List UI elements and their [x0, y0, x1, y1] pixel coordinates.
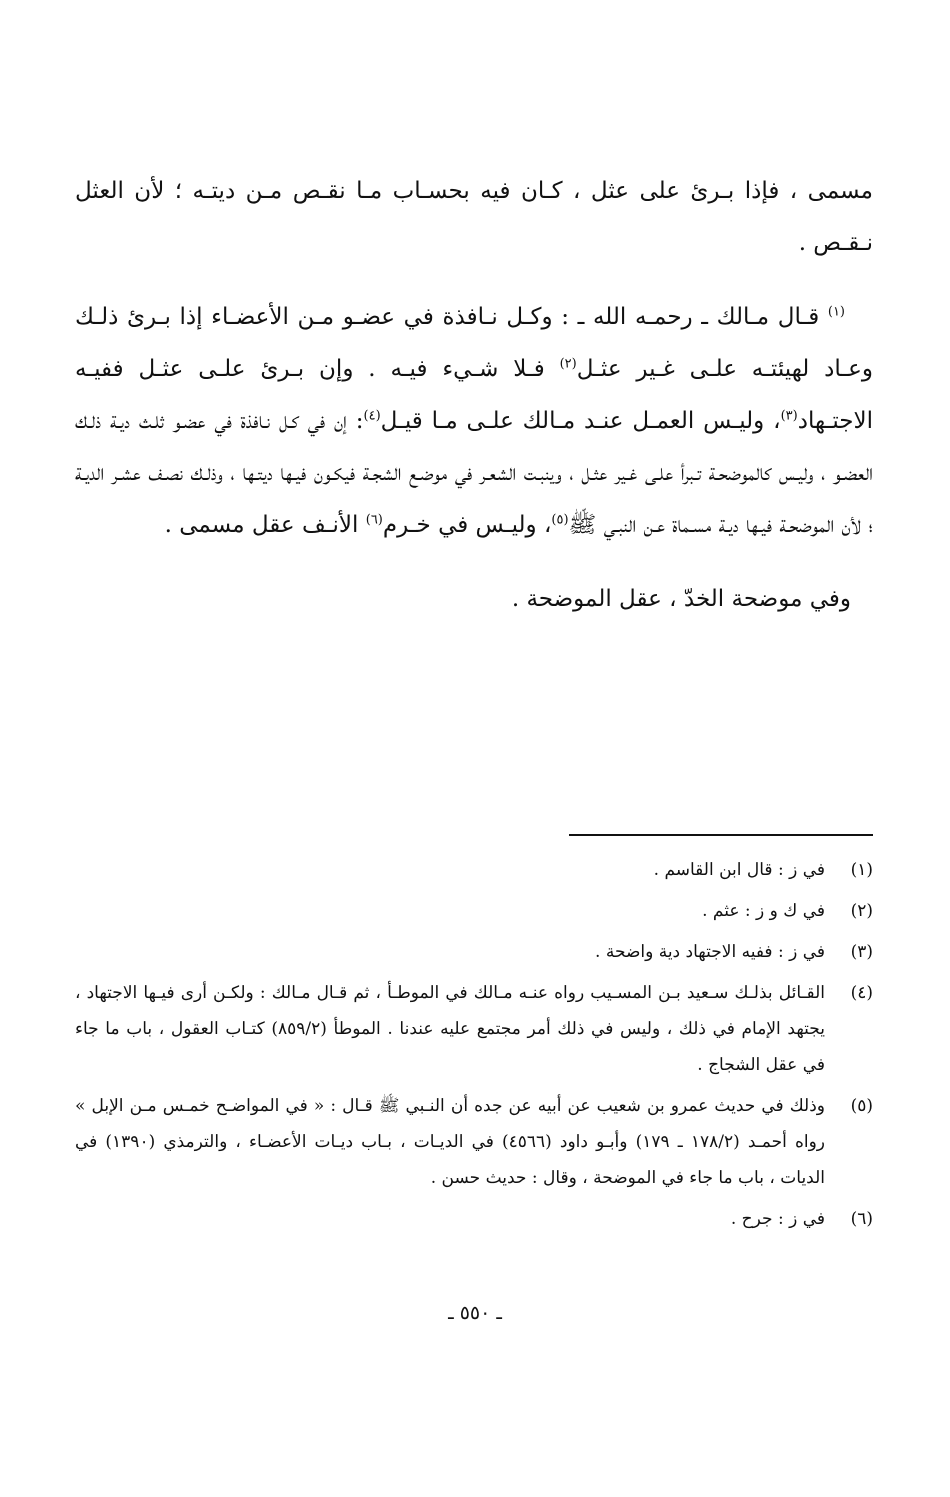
- footnote-text: القـائل بذلـك سـعيد بـن المسـيب رواه عنـه مـالك في الموطـأ ، ثم قـال مـالك : ولكـن أرى فيـها الاجتهاد ، يجتهد الإمام في ذلك ، وليس في ذلك أمر مجتمع عليه عندنا . الموطأ (٨٥٩/٢) كتـاب العقول ، باب ما جاء في عقل الشجاج .: [75, 983, 825, 1075]
- paragraph-2: [75, 291, 873, 551]
- paragraph-2-segment-6: الأنـف عقل مسمى .: [164, 512, 359, 538]
- paragraph-1: مسمى ، فإذا بـرئ على عثل ، كـان فيه بحسـاب مـا نقـص مـن ديتـه ؛ لأن العثل نـقـص .: [75, 178, 873, 256]
- footnote-number: (٥): [850, 1096, 873, 1116]
- footnote-ref-6[interactable]: (٦): [365, 512, 383, 528]
- footnote-ref-5[interactable]: (٥): [551, 512, 569, 528]
- footnote-text: في ز : ففيه الاجتهاد دية واضحة .: [595, 942, 825, 962]
- footnote-ref-1[interactable]: (١): [827, 304, 845, 320]
- paragraph-2-segment-3: ، وليـس العمـل عنـد مـالك علـى مـا قيـل: [380, 408, 781, 434]
- footnote-number: (٢): [850, 901, 873, 921]
- paragraph-2-segment-4: : إن في كـل نـافذة في عضـو ثلـث ديـة ذلـك العضـو ، وليـس كالموضحـة تـبرأ علـى غـير عثـل ، وينبـت الشعـر في موضـع الشجـة فيكـون فيـها ديتـها ، وذلـك نصـف عشـر الديـة ؛ لأن الموضحـة فيـها ديـة مسـماة عـن النبـي ﷺ: [75, 408, 873, 538]
- footnote-text: في ز : قال ابن القاسم .: [653, 860, 825, 880]
- footnote-number: (٣): [850, 942, 873, 962]
- footnote-item: [75, 852, 873, 888]
- footnotes: [75, 852, 873, 1242]
- main-text: [75, 165, 873, 647]
- footnote-number: (٤): [850, 983, 873, 1003]
- page-number: ـ ٥٥٠ ـ: [448, 1302, 502, 1324]
- paragraph-2-segment-1: قـال مـالك ـ رحمـه الله ـ : وكـل نـافذة في عضـو مـن الأعضـاء إذا بـرئ ذلـك وعـاد لهيئتـه علـى غـير عثـل: [75, 304, 874, 382]
- paragraph-2-segment-2: فـلا شـيء فيـه . وإن بـرئ علـى عثـل ففيـه الاجتـهاد: [75, 356, 873, 434]
- paragraph-2-segment-5: ، وليـس في خـرم: [382, 512, 552, 538]
- footnote-ref-4[interactable]: (٤): [363, 408, 381, 424]
- footnote-text: في ز : جرح .: [730, 1209, 825, 1229]
- footnote-divider: [569, 834, 873, 836]
- footnote-ref-2[interactable]: (٢): [559, 356, 577, 372]
- footnote-number: (٦): [850, 1209, 873, 1229]
- footnote-item: [75, 934, 873, 970]
- footnote-item: [75, 1088, 873, 1196]
- footnote-number: (١): [850, 860, 873, 880]
- footnote-text: في ك و ز : عثم .: [702, 901, 825, 921]
- footnote-item: [75, 975, 873, 1083]
- footnote-text: وذلك في حديث عمرو بن شعيب عن أبيه عن جده أن النـبي ﷺ قـال : « في المواضـح خمـس مـن الإبل » رواه أحمـد (١٧٨/٢ ـ ١٧٩) وأبـو داود (٤٥٦٦) في الديـات ، بـاب ديـات الأعضـاء ، والترمذي (١٣٩٠) في الديات ، باب ما جاء في الموضحة ، وقال : حديث حسن .: [75, 1096, 825, 1188]
- footnote-ref-3[interactable]: (٣): [780, 408, 798, 424]
- footnote-item: [75, 893, 873, 929]
- paragraph-3: وفي موضحة الخدّ ، عقل الموضحة .: [511, 586, 851, 612]
- footnote-item: [75, 1201, 873, 1237]
